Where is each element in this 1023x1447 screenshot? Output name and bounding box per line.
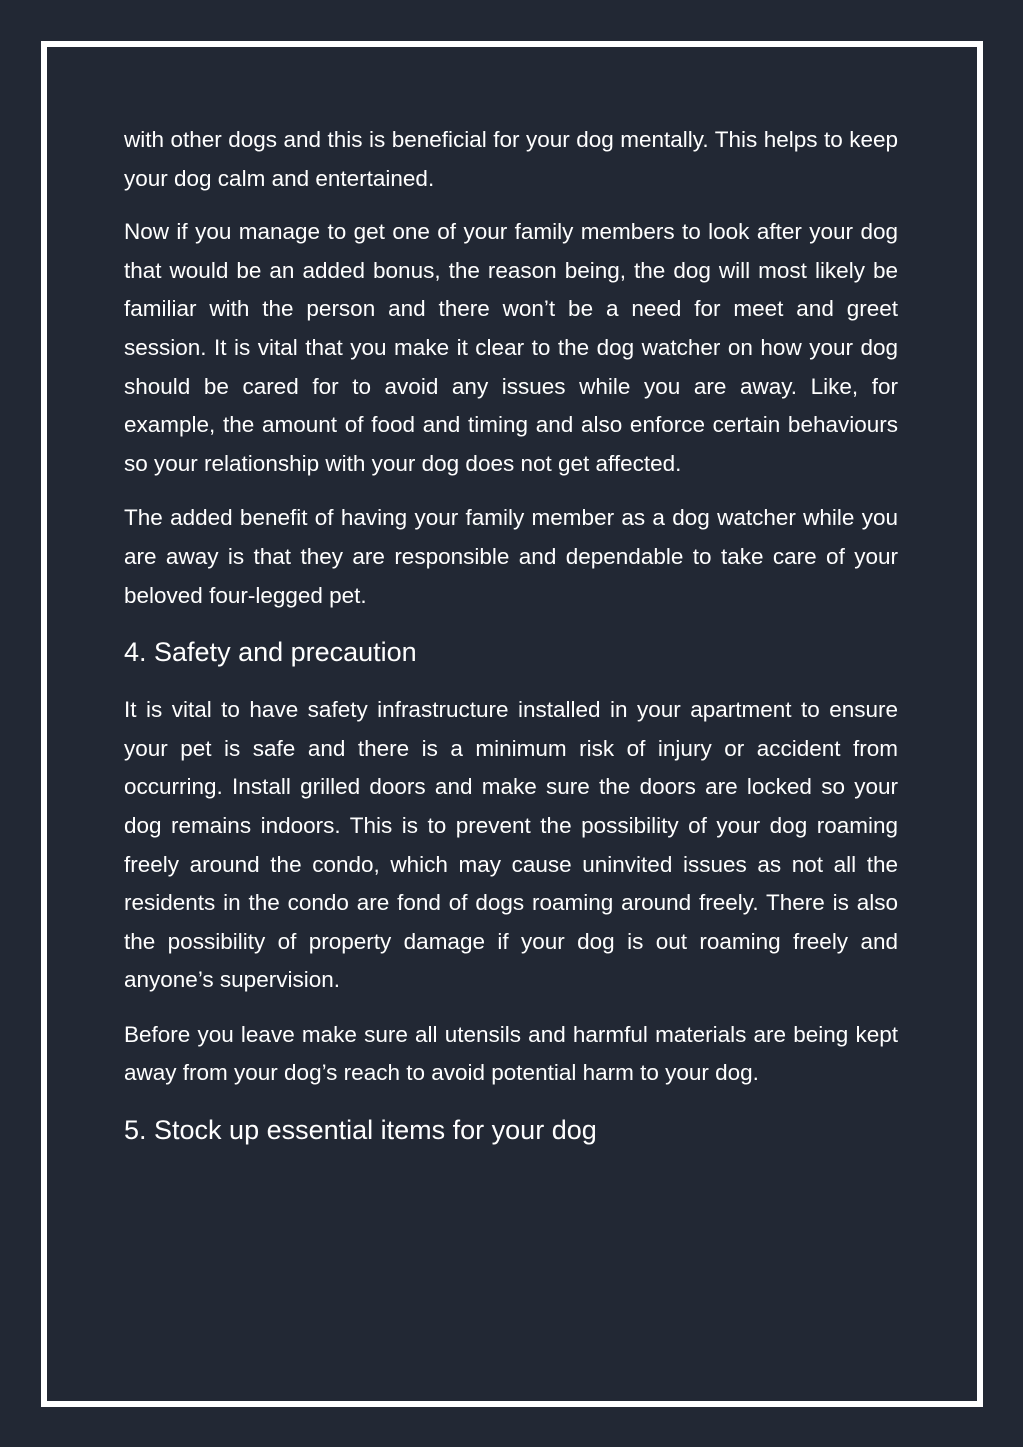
paragraph-family-benefit: The added benefit of having your family member as a dog watcher while you are away is that they are responsible and dependable to take care of your beloved four-legged pet. — [124, 505, 898, 608]
document-body — [124, 121, 898, 1169]
heading-stock-up-essentials: 5. Stock up essential items for your dog — [124, 1115, 597, 1146]
paragraph-harmful-materials: Before you leave make sure all utensils and harmful materials are being kept away from your dog’s reach to avoid potential harm to your dog. — [124, 1021, 898, 1086]
paragraph-family-dog-watcher: Now if you manage to get one of your family members to look after your dog that would be an added bonus, the reason being, the dog will most likely be familiar with the person and there won’t be a need for meet and greet session. It is vital that you make it clear to the dog watcher on how your dog should be cared for to avoid any issues while you are away. Like, for example, the amount of food and timing and also enforce certain behaviours so your relationship with your dog does not get affected. — [124, 219, 898, 476]
paragraph-dog-socialising: with other dogs and this is beneficial for your dog mentally. This helps to keep your dog calm and entertained. — [124, 127, 898, 191]
heading-safety-and-precaution: 4. Safety and precaution — [124, 637, 417, 668]
paragraph-safety-infrastructure: It is vital to have safety infrastructure installed in your apartment to ensure your pet is safe and there is a minimum risk of injury or accident from occurring. Install grilled doors and make sure the doors are locked so your dog remains indoors. This is to prevent the possibility of your dog roaming freely around the condo, which may cause uninvited issues as not all the residents in the condo are fond of dogs roaming around freely. There is also the possibility of property damage if your dog is out roaming freely and anyone’s supervision. — [124, 697, 898, 993]
